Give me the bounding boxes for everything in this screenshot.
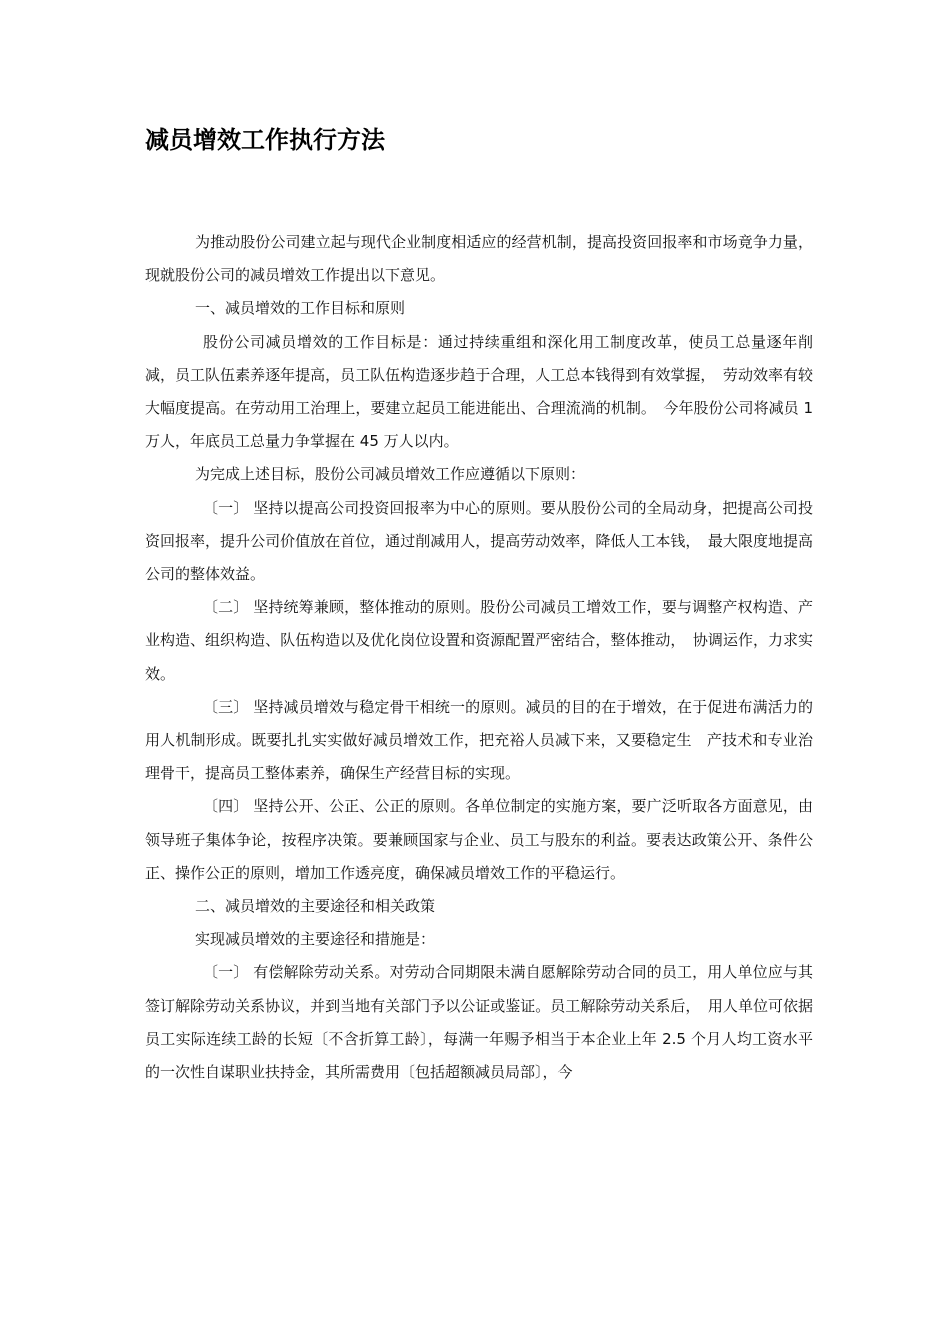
paragraph-principle-4: 〔四〕 坚持公开、公正、公正的原则。各单位制定的实施方案，要广泛听取各方面意见，由领导班子集体争论，按程序决策。要兼顾国家与企业、员工与股东的利益。要表达政策公开、条件公正、操作公正的原则，增加工作透亮度，确保减员增效工作的平稳运行。 xyxy=(145,797,813,882)
paragraph-measure-1: 〔一〕 有偿解除劳动关系。对劳动合同期限未满自愿解除劳动合同的员工，用人单位应与其签订解除劳动关系协议，并到当地有关部门予以公证或鉴证。员工解除劳动关系后， 用人单位可依据员工实际连续工龄的长短〔不含折算工龄〕，每满一年赐予相当于本企业上年 2.5 个月人均工资水平的一次性自谋职业扶持金，其所需费用〔包括超额减员局部〕，今 xyxy=(145,963,813,1082)
section-heading-1: 一、减员增效的工作目标和原则 xyxy=(195,299,406,318)
paragraph-intro: 为推动股份公司建立起与现代企业制度相适应的经营机制，提高投资回报率和市场竟争力量，现就股份公司的减员增效工作提出以下意见。 xyxy=(145,233,813,285)
paragraph-goals: 股份公司减员增效的工作目标是：通过持续重组和深化用工制度改革，使员工总量逐年削减，员工队伍素养逐年提高，员工队伍构造逐步趋于合理，人工总本钱得到有效掌握， 劳动效率有较大幅度提高。在劳动用工治理上，要建立起员工能进能出、合理流淌的机制。 今年股份公司将减员 1 万人，年底员工总量力争掌握在 45 万人以内。 xyxy=(145,332,813,451)
paragraph-principle-1: 〔一〕 坚持以提高公司投资回报率为中心的原则。要从股份公司的全局动身，把提高公司投资回报率，提升公司价值放在首位，通过削减用人，提高劳动效率，降低人工本钱， 最大限度地提高公司的整体效益。 xyxy=(145,498,813,584)
document-title: 减员增效工作执行方法 xyxy=(145,126,385,154)
paragraph-principle-2: 〔二〕 坚持统筹兼顾，整体推动的原则。股份公司减员工增效工作，要与调整产权构造、产业构造、组织构造、队伍构造以及优化岗位设置和资源配置严密结合，整体推动， 协调运作，力求实效。 xyxy=(145,598,813,683)
paragraph-principles-intro: 为完成上述目标，股份公司减员增效工作应遵循以下原则： xyxy=(195,465,586,484)
section-heading-2: 二、减员增效的主要途径和相关政策 xyxy=(195,897,436,916)
paragraph-principle-3: 〔三〕 坚持减员增效与稳定骨干相统一的原则。减员的目的在于增效，在于促进布满活力的用人机制形成。既要扎扎实实做好减员增效工作，把充裕人员减下来，又要稳定生 产技术和专业治理骨干，提高员工整体素养，确保生产经营目标的实现。 xyxy=(145,697,813,783)
paragraph-measures-intro: 实现减员增效的主要途径和措施是： xyxy=(195,930,436,949)
document-body xyxy=(145,226,813,1089)
